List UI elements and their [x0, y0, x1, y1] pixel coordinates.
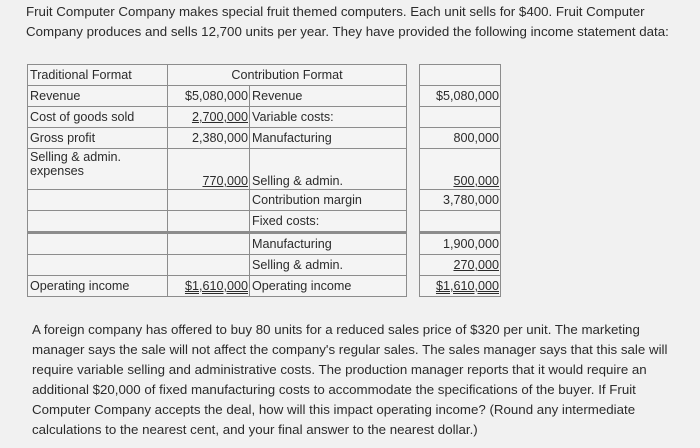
table-row: [28, 86, 501, 107]
trad-revenue-label: Revenue: [28, 86, 168, 107]
table-row: [28, 255, 501, 276]
trad-selling-admin-value: 770,000: [202, 174, 248, 188]
cont-var-selling-admin-label: Selling & admin.: [250, 149, 407, 190]
cont-operating-income-label: Operating income: [250, 276, 407, 297]
cont-fixed-selling-admin-value: 270,000: [453, 258, 499, 272]
trad-gross-profit-label: Gross profit: [28, 128, 168, 149]
table-row: [28, 211, 501, 233]
cont-fixed-costs-value: [420, 211, 501, 233]
cont-fixed-costs-label: Fixed costs:: [250, 211, 407, 233]
trad-cogs-label: Cost of goods sold: [28, 107, 168, 128]
trad-selling-admin-label: Selling & admin. expenses: [28, 149, 168, 190]
cont-revenue-value: $5,080,000: [420, 86, 501, 107]
table-row: [28, 276, 501, 297]
cont-var-selling-admin-value: 500,000: [453, 174, 499, 188]
trad-cogs-value: 2,700,000: [191, 110, 248, 124]
cont-var-manufacturing-value: 800,000: [420, 128, 501, 149]
question-text: A foreign company has offered to buy 80 units for a reduced sales price of $320 per unit. The marketing manager says the sale will not affect the company's regular sales. The sales manager says that this sale will require variable selling and administrative costs. The production manager reports that it would require an additional $20,000 of fixed manufacturing costs to accommodate the specifications of the buyer. If Fruit Computer Company accepts the deal, how will this impact operating income? (Round any intermediate calculations to the nearest cent, and your final answer to the nearest dollar.): [32, 322, 668, 437]
cont-fixed-manufacturing-value: 1,900,000: [420, 233, 501, 255]
cont-var-manufacturing-label: Manufacturing: [250, 128, 407, 149]
table-row: [28, 128, 501, 149]
income-statement-table: [27, 64, 501, 297]
table-row: [28, 149, 501, 190]
cont-fixed-selling-admin-label: Selling & admin.: [250, 255, 407, 276]
trad-operating-income-value: $1,610,000: [184, 279, 248, 293]
problem-intro: Fruit Computer Company makes special fruit themed computers. Each unit sells for $400. Fruit Computer Company produces and sells 12,700 units per year. They have provided the following income statement data:: [26, 4, 669, 39]
trad-revenue-value: $5,080,000: [168, 86, 250, 107]
table-row: [28, 107, 501, 128]
table-header-row: [28, 65, 501, 86]
contribution-format-header: Contribution Format: [168, 65, 407, 86]
traditional-format-header: Traditional Format: [28, 65, 168, 86]
cont-contribution-margin-value: 3,780,000: [420, 190, 501, 211]
trad-gross-profit-value: 2,380,000: [168, 128, 250, 149]
cont-contribution-margin-label: Contribution margin: [250, 190, 407, 211]
cont-fixed-manufacturing-label: Manufacturing: [250, 233, 407, 255]
cont-variable-costs-value: [420, 107, 501, 128]
cont-operating-income-value: $1,610,000: [435, 279, 499, 293]
table-row: [28, 190, 501, 211]
cont-revenue-label: Revenue: [250, 86, 407, 107]
trad-operating-income-label: Operating income: [28, 276, 168, 297]
table-row: [28, 233, 501, 255]
cont-variable-costs-label: Variable costs:: [250, 107, 407, 128]
